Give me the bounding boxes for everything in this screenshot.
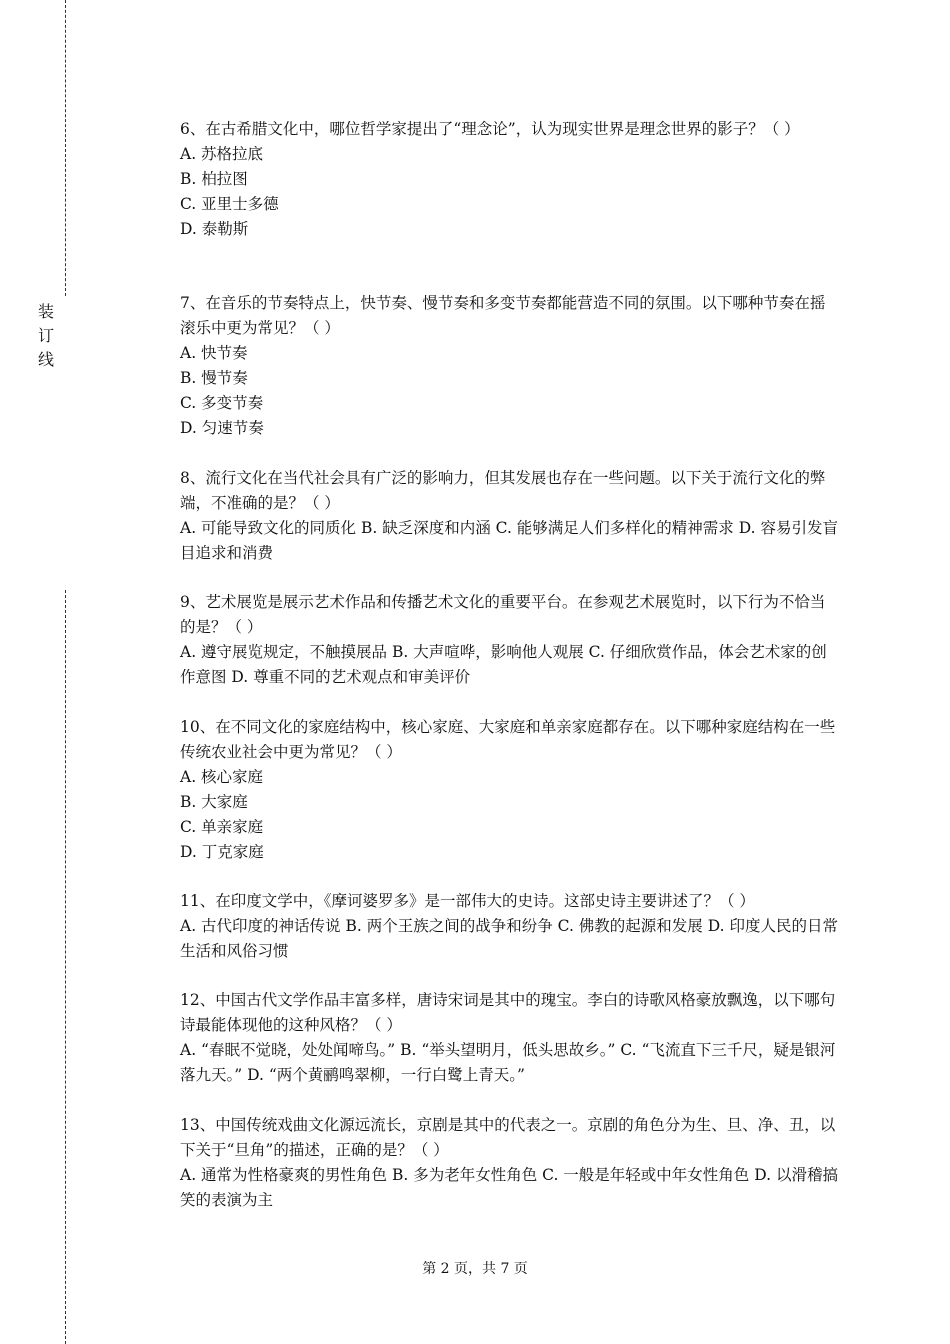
- option-b: B. 柏拉图: [180, 170, 248, 188]
- question-13: [180, 1113, 840, 1213]
- question-9: [180, 590, 840, 690]
- binding-label: [36, 300, 56, 372]
- question-7: [180, 291, 840, 441]
- binding-char: 装: [37, 302, 54, 321]
- question-stem: 7、在音乐的节奏特点上，快节奏、慢节奏和多变节奏都能营造不同的氛围。以下哪种节奏在摇滚乐中更为常见？（ ）: [180, 294, 826, 337]
- option-d: D. 泰勒斯: [180, 220, 249, 238]
- question-8: [180, 466, 840, 566]
- option-b: B. 大家庭: [180, 793, 248, 811]
- option-d: D. 丁克家庭: [180, 843, 264, 861]
- options-inline: A. 古代印度的神话传说 B. 两个王族之间的战争和纷争 C. 佛教的起源和发展 D. 印度人民的日常生活和风俗习惯: [180, 917, 838, 960]
- binding-line-bottom: [65, 590, 66, 1344]
- question-10: [180, 715, 840, 865]
- options-inline: A. “春眠不觉晓，处处闻啼鸟。” B. “举头望明月，低头思故乡。” C. “飞流直下三千尺，疑是银河落九天。” D. “两个黄鹂鸣翠柳，一行白鹭上青天。”: [180, 1041, 836, 1084]
- question-stem: 10、在不同文化的家庭结构中，核心家庭、大家庭和单亲家庭都存在。以下哪种家庭结构在一些传统农业社会中更为常见？（ ）: [180, 718, 836, 761]
- option-a: A. 快节奏: [180, 344, 248, 362]
- question-stem: 13、中国传统戏曲文化源远流长，京剧是其中的代表之一。京剧的角色分为生、旦、净、丑，以下关于“旦角”的描述，正确的是？（ ）: [180, 1116, 836, 1159]
- option-d: D. 匀速节奏: [180, 419, 264, 437]
- question-stem: 6、在古希腊文化中，哪位哲学家提出了“理念论”，认为现实世界是理念世界的影子？（ ）: [180, 120, 800, 138]
- binding-line-top: [65, 0, 66, 296]
- binding-char: 订: [37, 326, 54, 345]
- binding-char: 线: [37, 350, 54, 369]
- options-inline: A. 可能导致文化的同质化 B. 缺乏深度和内涵 C. 能够满足人们多样化的精神需求 D. 容易引发盲目追求和消费: [180, 519, 838, 562]
- question-stem: 8、流行文化在当代社会具有广泛的影响力，但其发展也存在一些问题。以下关于流行文化的弊端，不准确的是？（ ）: [180, 469, 826, 512]
- option-c: C. 多变节奏: [180, 394, 264, 412]
- option-b: B. 慢节奏: [180, 369, 248, 387]
- question-stem: 12、中国古代文学作品丰富多样，唐诗宋词是其中的瑰宝。李白的诗歌风格豪放飘逸，以下哪句诗最能体现他的这种风格？（ ）: [180, 991, 836, 1034]
- options-inline: A. 遵守展览规定，不触摸展品 B. 大声喧哗，影响他人观展 C. 仔细欣赏作品，体会艺术家的创作意图 D. 尊重不同的艺术观点和审美评价: [180, 643, 827, 686]
- question-12: [180, 988, 840, 1088]
- page-footer: 第 2 页，共 7 页: [422, 1261, 528, 1277]
- option-a: A. 苏格拉底: [180, 145, 264, 163]
- option-c: C. 亚里士多德: [180, 195, 279, 213]
- option-a: A. 核心家庭: [180, 768, 264, 786]
- question-stem: 11、在印度文学中，《摩诃婆罗多》是一部伟大的史诗。这部史诗主要讲述了？（ ）: [180, 892, 755, 910]
- question-stem: 9、艺术展览是展示艺术作品和传播艺术文化的重要平台。在参观艺术展览时，以下行为不恰当的是？（ ）: [180, 593, 826, 636]
- question-11: [180, 889, 840, 964]
- question-6: [180, 117, 840, 242]
- option-c: C. 单亲家庭: [180, 818, 264, 836]
- options-inline: A. 通常为性格豪爽的男性角色 B. 多为老年女性角色 C. 一般是年轻或中年女性角色 D. 以滑稽搞笑的表演为主: [180, 1166, 838, 1209]
